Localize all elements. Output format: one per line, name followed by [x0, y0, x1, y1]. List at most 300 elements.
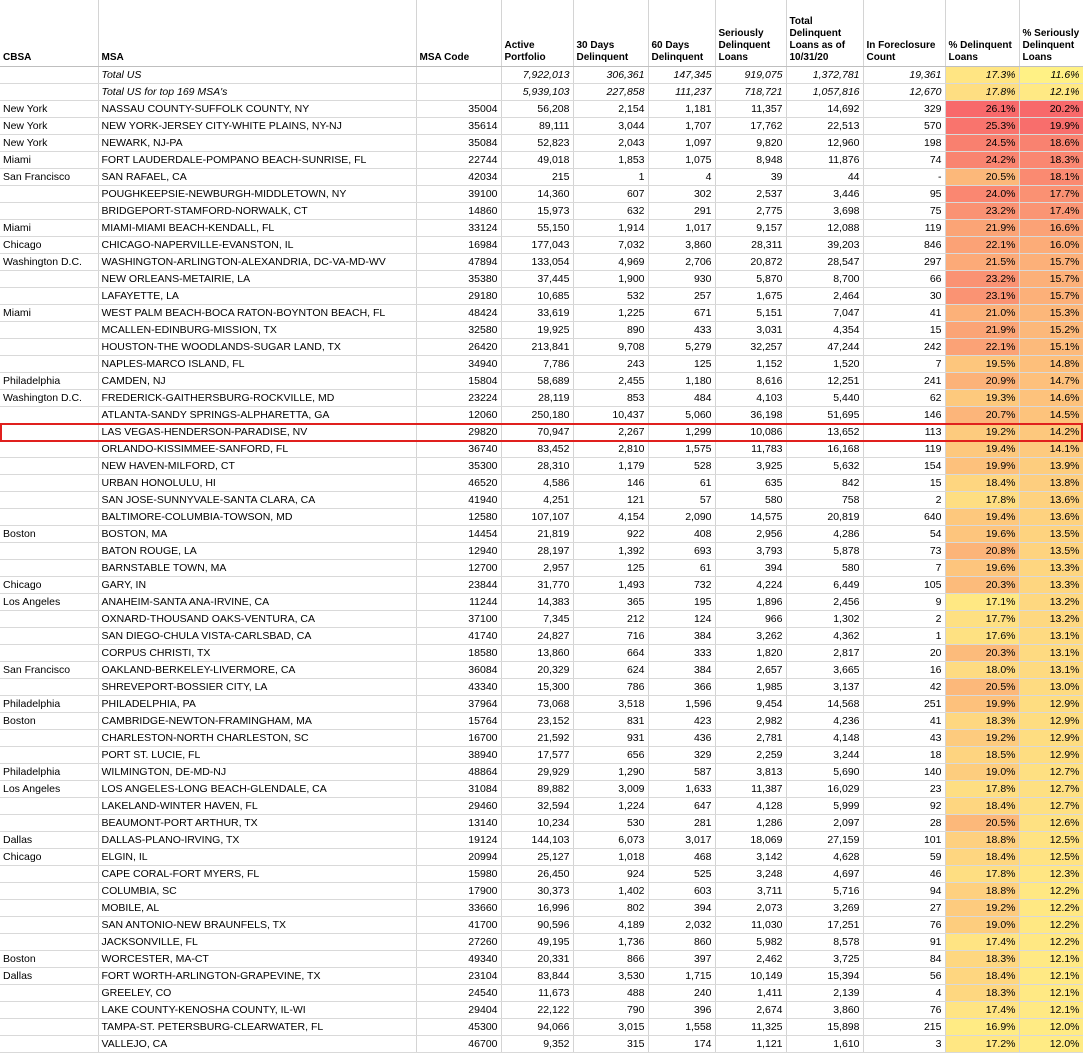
cell-msa-code: 15804: [416, 373, 501, 390]
cell-30-days: 1,225: [573, 305, 648, 322]
cell-60-days: 2,706: [648, 254, 715, 271]
cell-foreclosure: 28: [863, 815, 945, 832]
cell-pct-delinquent: 19.5%: [945, 356, 1019, 373]
cell-60-days: 329: [648, 747, 715, 764]
cell-pct-delinquent: 18.3%: [945, 985, 1019, 1002]
cell-msa-code: 24540: [416, 985, 501, 1002]
cell-msa: SHREVEPORT-BOSSIER CITY, LA: [98, 679, 416, 696]
cell-pct-seriously: 13.1%: [1019, 628, 1083, 645]
cell-60-days: 396: [648, 1002, 715, 1019]
cell-pct-delinquent: 16.9%: [945, 1019, 1019, 1036]
cell-msa: TAMPA-ST. PETERSBURG-CLEARWATER, FL: [98, 1019, 416, 1036]
cell-active-portfolio: 9,352: [501, 1036, 573, 1053]
cell-msa-code: 23844: [416, 577, 501, 594]
table-row: [0, 458, 1083, 475]
cell-msa-code: 41700: [416, 917, 501, 934]
cell-active-portfolio: 90,596: [501, 917, 573, 934]
cell-msa-code: 49340: [416, 951, 501, 968]
cell-total-delinquent: 5,999: [786, 798, 863, 815]
cell-seriously-delinquent: 919,075: [715, 67, 786, 84]
cell-pct-delinquent: 20.3%: [945, 645, 1019, 662]
cell-msa-code: 47894: [416, 254, 501, 271]
cell-msa-code: 12700: [416, 560, 501, 577]
cell-msa: FREDERICK-GAITHERSBURG-ROCKVILLE, MD: [98, 390, 416, 407]
cell-pct-delinquent: 26.1%: [945, 101, 1019, 118]
cell-60-days: 408: [648, 526, 715, 543]
cell-30-days: 1,179: [573, 458, 648, 475]
cell-foreclosure: 41: [863, 713, 945, 730]
cell-60-days: 3,860: [648, 237, 715, 254]
cell-pct-delinquent: 18.0%: [945, 662, 1019, 679]
cell-60-days: 281: [648, 815, 715, 832]
table-row: [0, 441, 1083, 458]
cell-cbsa: [0, 407, 98, 424]
cell-cbsa: San Francisco: [0, 169, 98, 186]
cell-total-delinquent: 842: [786, 475, 863, 492]
cell-msa-code: 48424: [416, 305, 501, 322]
header-pct-delinquent: % Delinquent Loans: [945, 0, 1019, 67]
cell-active-portfolio: 31,770: [501, 577, 573, 594]
cell-msa-code: [416, 84, 501, 101]
cell-foreclosure: 66: [863, 271, 945, 288]
cell-cbsa: [0, 67, 98, 84]
header-pct-seriously: % Seriously Delinquent Loans: [1019, 0, 1083, 67]
table-row: [0, 356, 1083, 373]
cell-foreclosure: 297: [863, 254, 945, 271]
cell-cbsa: Philadelphia: [0, 373, 98, 390]
cell-active-portfolio: 133,054: [501, 254, 573, 271]
cell-active-portfolio: 4,251: [501, 492, 573, 509]
cell-seriously-delinquent: 4,103: [715, 390, 786, 407]
cell-cbsa: [0, 475, 98, 492]
cell-total-delinquent: 4,236: [786, 713, 863, 730]
cell-active-portfolio: 56,208: [501, 101, 573, 118]
cell-pct-delinquent: 17.4%: [945, 1002, 1019, 1019]
table-row: [0, 764, 1083, 781]
cell-foreclosure: 329: [863, 101, 945, 118]
cell-active-portfolio: 15,973: [501, 203, 573, 220]
cell-foreclosure: 56: [863, 968, 945, 985]
cell-60-days: 484: [648, 390, 715, 407]
cell-total-delinquent: 14,568: [786, 696, 863, 713]
cell-foreclosure: 12,670: [863, 84, 945, 101]
cell-60-days: 525: [648, 866, 715, 883]
cell-active-portfolio: 5,939,103: [501, 84, 573, 101]
cell-seriously-delinquent: 2,674: [715, 1002, 786, 1019]
cell-msa-code: 42034: [416, 169, 501, 186]
cell-foreclosure: 570: [863, 118, 945, 135]
cell-foreclosure: 94: [863, 883, 945, 900]
cell-30-days: 2,810: [573, 441, 648, 458]
cell-60-days: 61: [648, 475, 715, 492]
cell-active-portfolio: 89,111: [501, 118, 573, 135]
cell-msa: URBAN HONOLULU, HI: [98, 475, 416, 492]
cell-30-days: 890: [573, 322, 648, 339]
cell-pct-seriously: 12.7%: [1019, 781, 1083, 798]
cell-total-delinquent: 3,725: [786, 951, 863, 968]
cell-msa: SAN ANTONIO-NEW BRAUNFELS, TX: [98, 917, 416, 934]
cell-pct-delinquent: 18.4%: [945, 798, 1019, 815]
cell-cbsa: [0, 509, 98, 526]
cell-cbsa: Philadelphia: [0, 696, 98, 713]
cell-foreclosure: 101: [863, 832, 945, 849]
cell-60-days: 111,237: [648, 84, 715, 101]
cell-active-portfolio: 70,947: [501, 424, 573, 441]
cell-msa: LAKELAND-WINTER HAVEN, FL: [98, 798, 416, 815]
cell-foreclosure: 1: [863, 628, 945, 645]
cell-60-days: 394: [648, 900, 715, 917]
cell-60-days: 693: [648, 543, 715, 560]
cell-foreclosure: 7: [863, 560, 945, 577]
cell-msa-code: 33124: [416, 220, 501, 237]
cell-pct-delinquent: 20.7%: [945, 407, 1019, 424]
cell-pct-seriously: 17.4%: [1019, 203, 1083, 220]
cell-active-portfolio: 83,452: [501, 441, 573, 458]
cell-msa-code: 39100: [416, 186, 501, 203]
cell-seriously-delinquent: 9,157: [715, 220, 786, 237]
cell-msa-code: 36084: [416, 662, 501, 679]
table-row: [0, 288, 1083, 305]
cell-msa-code: 33660: [416, 900, 501, 917]
cell-foreclosure: 20: [863, 645, 945, 662]
cell-seriously-delinquent: 32,257: [715, 339, 786, 356]
cell-active-portfolio: 17,577: [501, 747, 573, 764]
cell-seriously-delinquent: 5,982: [715, 934, 786, 951]
cell-msa-code: 17900: [416, 883, 501, 900]
cell-total-delinquent: 12,088: [786, 220, 863, 237]
cell-msa: SAN JOSE-SUNNYVALE-SANTA CLARA, CA: [98, 492, 416, 509]
cell-30-days: 530: [573, 815, 648, 832]
cell-seriously-delinquent: 11,357: [715, 101, 786, 118]
cell-total-delinquent: 4,354: [786, 322, 863, 339]
cell-cbsa: [0, 1036, 98, 1053]
cell-foreclosure: 154: [863, 458, 945, 475]
cell-total-delinquent: 27,159: [786, 832, 863, 849]
cell-30-days: 1,392: [573, 543, 648, 560]
cell-pct-delinquent: 19.4%: [945, 509, 1019, 526]
cell-cbsa: [0, 883, 98, 900]
cell-msa-code: 12060: [416, 407, 501, 424]
cell-seriously-delinquent: 3,813: [715, 764, 786, 781]
cell-seriously-delinquent: 966: [715, 611, 786, 628]
cell-30-days: 1,900: [573, 271, 648, 288]
cell-msa: ORLANDO-KISSIMMEE-SANFORD, FL: [98, 441, 416, 458]
cell-msa-code: 29820: [416, 424, 501, 441]
cell-60-days: 1,180: [648, 373, 715, 390]
cell-cbsa: Boston: [0, 713, 98, 730]
cell-total-delinquent: 5,632: [786, 458, 863, 475]
cell-msa-code: 13140: [416, 815, 501, 832]
cell-pct-seriously: 12.7%: [1019, 764, 1083, 781]
cell-pct-seriously: 12.1%: [1019, 84, 1083, 101]
cell-seriously-delinquent: 2,982: [715, 713, 786, 730]
cell-seriously-delinquent: 2,657: [715, 662, 786, 679]
table-row: [0, 509, 1083, 526]
cell-seriously-delinquent: 718,721: [715, 84, 786, 101]
cell-pct-delinquent: 17.6%: [945, 628, 1019, 645]
cell-foreclosure: 41: [863, 305, 945, 322]
table-row: [0, 237, 1083, 254]
cell-foreclosure: 43: [863, 730, 945, 747]
cell-active-portfolio: 4,586: [501, 475, 573, 492]
table-row: [0, 424, 1083, 441]
cell-msa: HOUSTON-THE WOODLANDS-SUGAR LAND, TX: [98, 339, 416, 356]
cell-pct-delinquent: 19.9%: [945, 696, 1019, 713]
cell-60-days: 302: [648, 186, 715, 203]
cell-pct-seriously: 18.1%: [1019, 169, 1083, 186]
cell-60-days: 1,715: [648, 968, 715, 985]
cell-msa: SAN DIEGO-CHULA VISTA-CARLSBAD, CA: [98, 628, 416, 645]
cell-msa: CORPUS CHRISTI, TX: [98, 645, 416, 662]
cell-foreclosure: 18: [863, 747, 945, 764]
cell-30-days: 4,189: [573, 917, 648, 934]
cell-foreclosure: 113: [863, 424, 945, 441]
cell-msa-code: 35380: [416, 271, 501, 288]
cell-30-days: 3,015: [573, 1019, 648, 1036]
cell-30-days: 786: [573, 679, 648, 696]
cell-foreclosure: 27: [863, 900, 945, 917]
cell-msa-code: 32580: [416, 322, 501, 339]
table-body: [0, 67, 1083, 1053]
cell-pct-seriously: 15.7%: [1019, 288, 1083, 305]
cell-30-days: 2,455: [573, 373, 648, 390]
cell-60-days: 1,075: [648, 152, 715, 169]
cell-msa: BALTIMORE-COLUMBIA-TOWSON, MD: [98, 509, 416, 526]
cell-60-days: 671: [648, 305, 715, 322]
cell-pct-seriously: 12.2%: [1019, 917, 1083, 934]
cell-active-portfolio: 25,127: [501, 849, 573, 866]
cell-pct-seriously: 13.9%: [1019, 458, 1083, 475]
cell-total-delinquent: 2,456: [786, 594, 863, 611]
cell-cbsa: Boston: [0, 951, 98, 968]
cell-60-days: 4: [648, 169, 715, 186]
cell-total-delinquent: 14,692: [786, 101, 863, 118]
cell-active-portfolio: 14,383: [501, 594, 573, 611]
cell-cbsa: [0, 492, 98, 509]
cell-active-portfolio: 28,197: [501, 543, 573, 560]
cell-30-days: 931: [573, 730, 648, 747]
cell-foreclosure: 640: [863, 509, 945, 526]
cell-cbsa: [0, 424, 98, 441]
cell-30-days: 10,437: [573, 407, 648, 424]
cell-pct-seriously: 12.0%: [1019, 1036, 1083, 1053]
cell-pct-delinquent: 21.9%: [945, 322, 1019, 339]
cell-total-delinquent: 15,394: [786, 968, 863, 985]
cell-msa: NAPLES-MARCO ISLAND, FL: [98, 356, 416, 373]
cell-msa: JACKSONVILLE, FL: [98, 934, 416, 951]
cell-active-portfolio: 10,685: [501, 288, 573, 305]
cell-msa-code: 15980: [416, 866, 501, 883]
cell-30-days: 365: [573, 594, 648, 611]
cell-foreclosure: 119: [863, 441, 945, 458]
cell-pct-seriously: 13.6%: [1019, 492, 1083, 509]
cell-pct-delinquent: 25.3%: [945, 118, 1019, 135]
table-row: [0, 1002, 1083, 1019]
cell-total-delinquent: 6,449: [786, 577, 863, 594]
cell-msa-code: 16984: [416, 237, 501, 254]
cell-60-days: 195: [648, 594, 715, 611]
cell-60-days: 240: [648, 985, 715, 1002]
cell-seriously-delinquent: 36,198: [715, 407, 786, 424]
cell-60-days: 1,596: [648, 696, 715, 713]
cell-seriously-delinquent: 20,872: [715, 254, 786, 271]
cell-seriously-delinquent: 5,870: [715, 271, 786, 288]
cell-msa-code: [416, 67, 501, 84]
cell-cbsa: [0, 798, 98, 815]
cell-msa: WORCESTER, MA-CT: [98, 951, 416, 968]
cell-pct-seriously: 14.1%: [1019, 441, 1083, 458]
cell-seriously-delinquent: 2,259: [715, 747, 786, 764]
cell-seriously-delinquent: 3,793: [715, 543, 786, 560]
cell-total-delinquent: 758: [786, 492, 863, 509]
cell-seriously-delinquent: 1,152: [715, 356, 786, 373]
cell-pct-delinquent: 19.6%: [945, 526, 1019, 543]
table-row: [0, 407, 1083, 424]
cell-msa: GARY, IN: [98, 577, 416, 594]
cell-msa: POUGHKEEPSIE-NEWBURGH-MIDDLETOWN, NY: [98, 186, 416, 203]
cell-pct-delinquent: 22.1%: [945, 339, 1019, 356]
table-row: [0, 832, 1083, 849]
cell-msa: NEW YORK-JERSEY CITY-WHITE PLAINS, NY-NJ: [98, 118, 416, 135]
cell-msa: VALLEJO, CA: [98, 1036, 416, 1053]
cell-foreclosure: 95: [863, 186, 945, 203]
cell-msa: LOS ANGELES-LONG BEACH-GLENDALE, CA: [98, 781, 416, 798]
cell-pct-delinquent: 18.5%: [945, 747, 1019, 764]
cell-30-days: 1,853: [573, 152, 648, 169]
cell-pct-delinquent: 19.4%: [945, 441, 1019, 458]
cell-30-days: 1,736: [573, 934, 648, 951]
cell-foreclosure: 74: [863, 152, 945, 169]
table-row: [0, 152, 1083, 169]
cell-pct-delinquent: 18.3%: [945, 951, 1019, 968]
cell-msa: CHICAGO-NAPERVILLE-EVANSTON, IL: [98, 237, 416, 254]
cell-pct-seriously: 12.9%: [1019, 747, 1083, 764]
cell-pct-delinquent: 17.3%: [945, 67, 1019, 84]
cell-cbsa: [0, 186, 98, 203]
cell-pct-seriously: 14.7%: [1019, 373, 1083, 390]
cell-cbsa: New York: [0, 101, 98, 118]
cell-pct-delinquent: 20.5%: [945, 815, 1019, 832]
cell-pct-seriously: 13.5%: [1019, 526, 1083, 543]
cell-pct-delinquent: 20.5%: [945, 679, 1019, 696]
cell-total-delinquent: 2,464: [786, 288, 863, 305]
cell-msa: MOBILE, AL: [98, 900, 416, 917]
cell-pct-seriously: 12.2%: [1019, 934, 1083, 951]
cell-msa: CAMBRIDGE-NEWTON-FRAMINGHAM, MA: [98, 713, 416, 730]
cell-30-days: 227,858: [573, 84, 648, 101]
cell-foreclosure: 251: [863, 696, 945, 713]
cell-pct-delinquent: 18.4%: [945, 475, 1019, 492]
cell-total-delinquent: 13,652: [786, 424, 863, 441]
cell-active-portfolio: 144,103: [501, 832, 573, 849]
cell-pct-seriously: 12.0%: [1019, 1019, 1083, 1036]
cell-active-portfolio: 2,957: [501, 560, 573, 577]
table-row: [0, 849, 1083, 866]
cell-pct-seriously: 12.9%: [1019, 730, 1083, 747]
cell-30-days: 866: [573, 951, 648, 968]
table-row: [0, 305, 1083, 322]
table-row: [0, 101, 1083, 118]
cell-active-portfolio: 49,018: [501, 152, 573, 169]
cell-foreclosure: 62: [863, 390, 945, 407]
cell-foreclosure: 9: [863, 594, 945, 611]
cell-pct-delinquent: 17.2%: [945, 1036, 1019, 1053]
table-row: [0, 135, 1083, 152]
cell-pct-seriously: 13.0%: [1019, 679, 1083, 696]
cell-active-portfolio: 73,068: [501, 696, 573, 713]
cell-cbsa: [0, 339, 98, 356]
cell-pct-seriously: 13.3%: [1019, 560, 1083, 577]
cell-pct-delinquent: 18.8%: [945, 883, 1019, 900]
table-row: [0, 611, 1083, 628]
cell-msa: Total US for top 169 MSA's: [98, 84, 416, 101]
table-row: [0, 526, 1083, 543]
cell-msa-code: 31084: [416, 781, 501, 798]
cell-msa-code: 26420: [416, 339, 501, 356]
cell-pct-delinquent: 19.2%: [945, 900, 1019, 917]
cell-total-delinquent: 1,372,781: [786, 67, 863, 84]
cell-60-days: 423: [648, 713, 715, 730]
cell-active-portfolio: 15,300: [501, 679, 573, 696]
cell-pct-delinquent: 19.6%: [945, 560, 1019, 577]
cell-60-days: 147,345: [648, 67, 715, 84]
cell-active-portfolio: 215: [501, 169, 573, 186]
cell-total-delinquent: 3,137: [786, 679, 863, 696]
cell-total-delinquent: 2,139: [786, 985, 863, 1002]
header-msa-code: MSA Code: [416, 0, 501, 67]
cell-pct-seriously: 16.0%: [1019, 237, 1083, 254]
cell-active-portfolio: 37,445: [501, 271, 573, 288]
cell-msa-code: 36740: [416, 441, 501, 458]
cell-seriously-delinquent: 14,575: [715, 509, 786, 526]
header-foreclosure: In Foreclosure Count: [863, 0, 945, 67]
cell-active-portfolio: 7,786: [501, 356, 573, 373]
cell-total-delinquent: 3,269: [786, 900, 863, 917]
cell-30-days: 802: [573, 900, 648, 917]
cell-60-days: 1,017: [648, 220, 715, 237]
cell-total-delinquent: 17,251: [786, 917, 863, 934]
cell-seriously-delinquent: 635: [715, 475, 786, 492]
cell-pct-delinquent: 23.1%: [945, 288, 1019, 305]
cell-60-days: 384: [648, 628, 715, 645]
cell-msa-code: 35004: [416, 101, 501, 118]
cell-60-days: 603: [648, 883, 715, 900]
cell-active-portfolio: 33,619: [501, 305, 573, 322]
table-row: [0, 186, 1083, 203]
cell-pct-seriously: 14.2%: [1019, 424, 1083, 441]
cell-60-days: 860: [648, 934, 715, 951]
cell-msa: NEW ORLEANS-METAIRIE, LA: [98, 271, 416, 288]
cell-msa-code: 34940: [416, 356, 501, 373]
cell-pct-delinquent: 20.9%: [945, 373, 1019, 390]
cell-active-portfolio: 20,329: [501, 662, 573, 679]
cell-msa: BARNSTABLE TOWN, MA: [98, 560, 416, 577]
cell-foreclosure: 92: [863, 798, 945, 815]
cell-active-portfolio: 49,195: [501, 934, 573, 951]
cell-active-portfolio: 7,922,013: [501, 67, 573, 84]
cell-cbsa: [0, 441, 98, 458]
header-30-days: 30 Days Delinquent: [573, 0, 648, 67]
cell-cbsa: [0, 271, 98, 288]
cell-cbsa: [0, 356, 98, 373]
cell-cbsa: [0, 628, 98, 645]
cell-seriously-delinquent: 9,820: [715, 135, 786, 152]
cell-30-days: 6,073: [573, 832, 648, 849]
cell-foreclosure: -: [863, 169, 945, 186]
cell-cbsa: [0, 1002, 98, 1019]
cell-60-days: 333: [648, 645, 715, 662]
cell-cbsa: [0, 611, 98, 628]
